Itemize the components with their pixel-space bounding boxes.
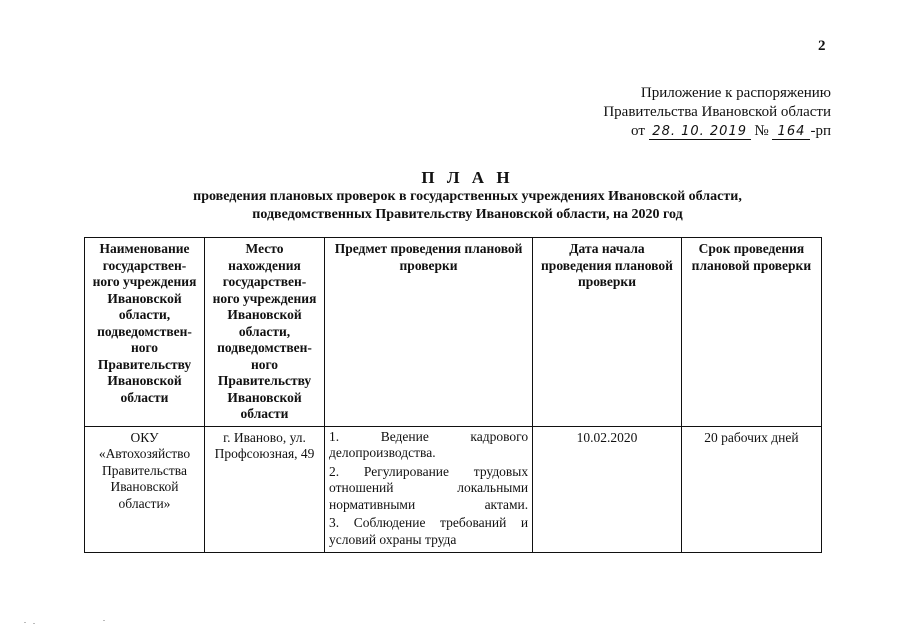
subject-item-1: 1. Ведение кадрового делопроизводства. <box>329 428 529 460</box>
header-location: Место нахождения государствен-ного учреждения Ивановской области, подведомствен-ного Правительству Ивановской области <box>205 238 325 427</box>
table-header-row <box>85 238 822 427</box>
cell-location: г. Иваново, ул. Профсоюзная, 49 <box>205 426 325 553</box>
scan-speck <box>24 622 26 623</box>
cell-subject <box>325 426 533 553</box>
title-main: П Л А Н <box>421 168 514 187</box>
header-subject: Предмет проведения плановой проверки <box>325 238 533 427</box>
appendix-block <box>603 84 831 141</box>
handwritten-number: 164 <box>772 124 810 140</box>
cell-start-date: 10.02.2020 <box>533 426 682 553</box>
subject-item-2: 2. Регулирование трудовых отношений локальными нормативными актами. <box>329 463 529 512</box>
cell-institution-name: ОКУ «Автохозяйство Правительства Ивановской области» <box>85 426 205 553</box>
title-line-2: подведомственных Правительству Ивановской области, на 2020 год <box>252 207 683 222</box>
page-number: 2 <box>818 38 826 54</box>
appendix-date-line <box>603 122 831 141</box>
scan-speck <box>103 620 105 621</box>
header-duration: Срок проведения плановой проверки <box>681 238 821 427</box>
header-institution-name: Наименование государствен-ного учреждения Ивановской области, подведомствен-ного Правительству Ивановской области <box>85 238 205 427</box>
appendix-line-1: Приложение к распоряжению <box>640 85 831 101</box>
title-line-1: проведения плановых проверок в государственных учреждениях Ивановской области, <box>193 189 742 204</box>
table-row <box>85 426 822 553</box>
appendix-line-2: Правительства Ивановской области <box>603 104 831 120</box>
handwritten-date: 28. 10. 2019 <box>649 124 751 140</box>
inspection-plan-table <box>84 237 822 553</box>
header-start-date: Дата начала проведения плановой проверки <box>533 238 682 427</box>
scan-speck <box>33 623 35 624</box>
cell-duration: 20 рабочих дней <box>681 426 821 553</box>
from-label: от <box>631 123 645 139</box>
document-title <box>0 168 905 224</box>
number-suffix: -рп <box>810 123 831 139</box>
subject-item-3: 3. Соблюдение требований и условий охраны труда <box>329 515 529 547</box>
number-label: № <box>754 123 769 139</box>
